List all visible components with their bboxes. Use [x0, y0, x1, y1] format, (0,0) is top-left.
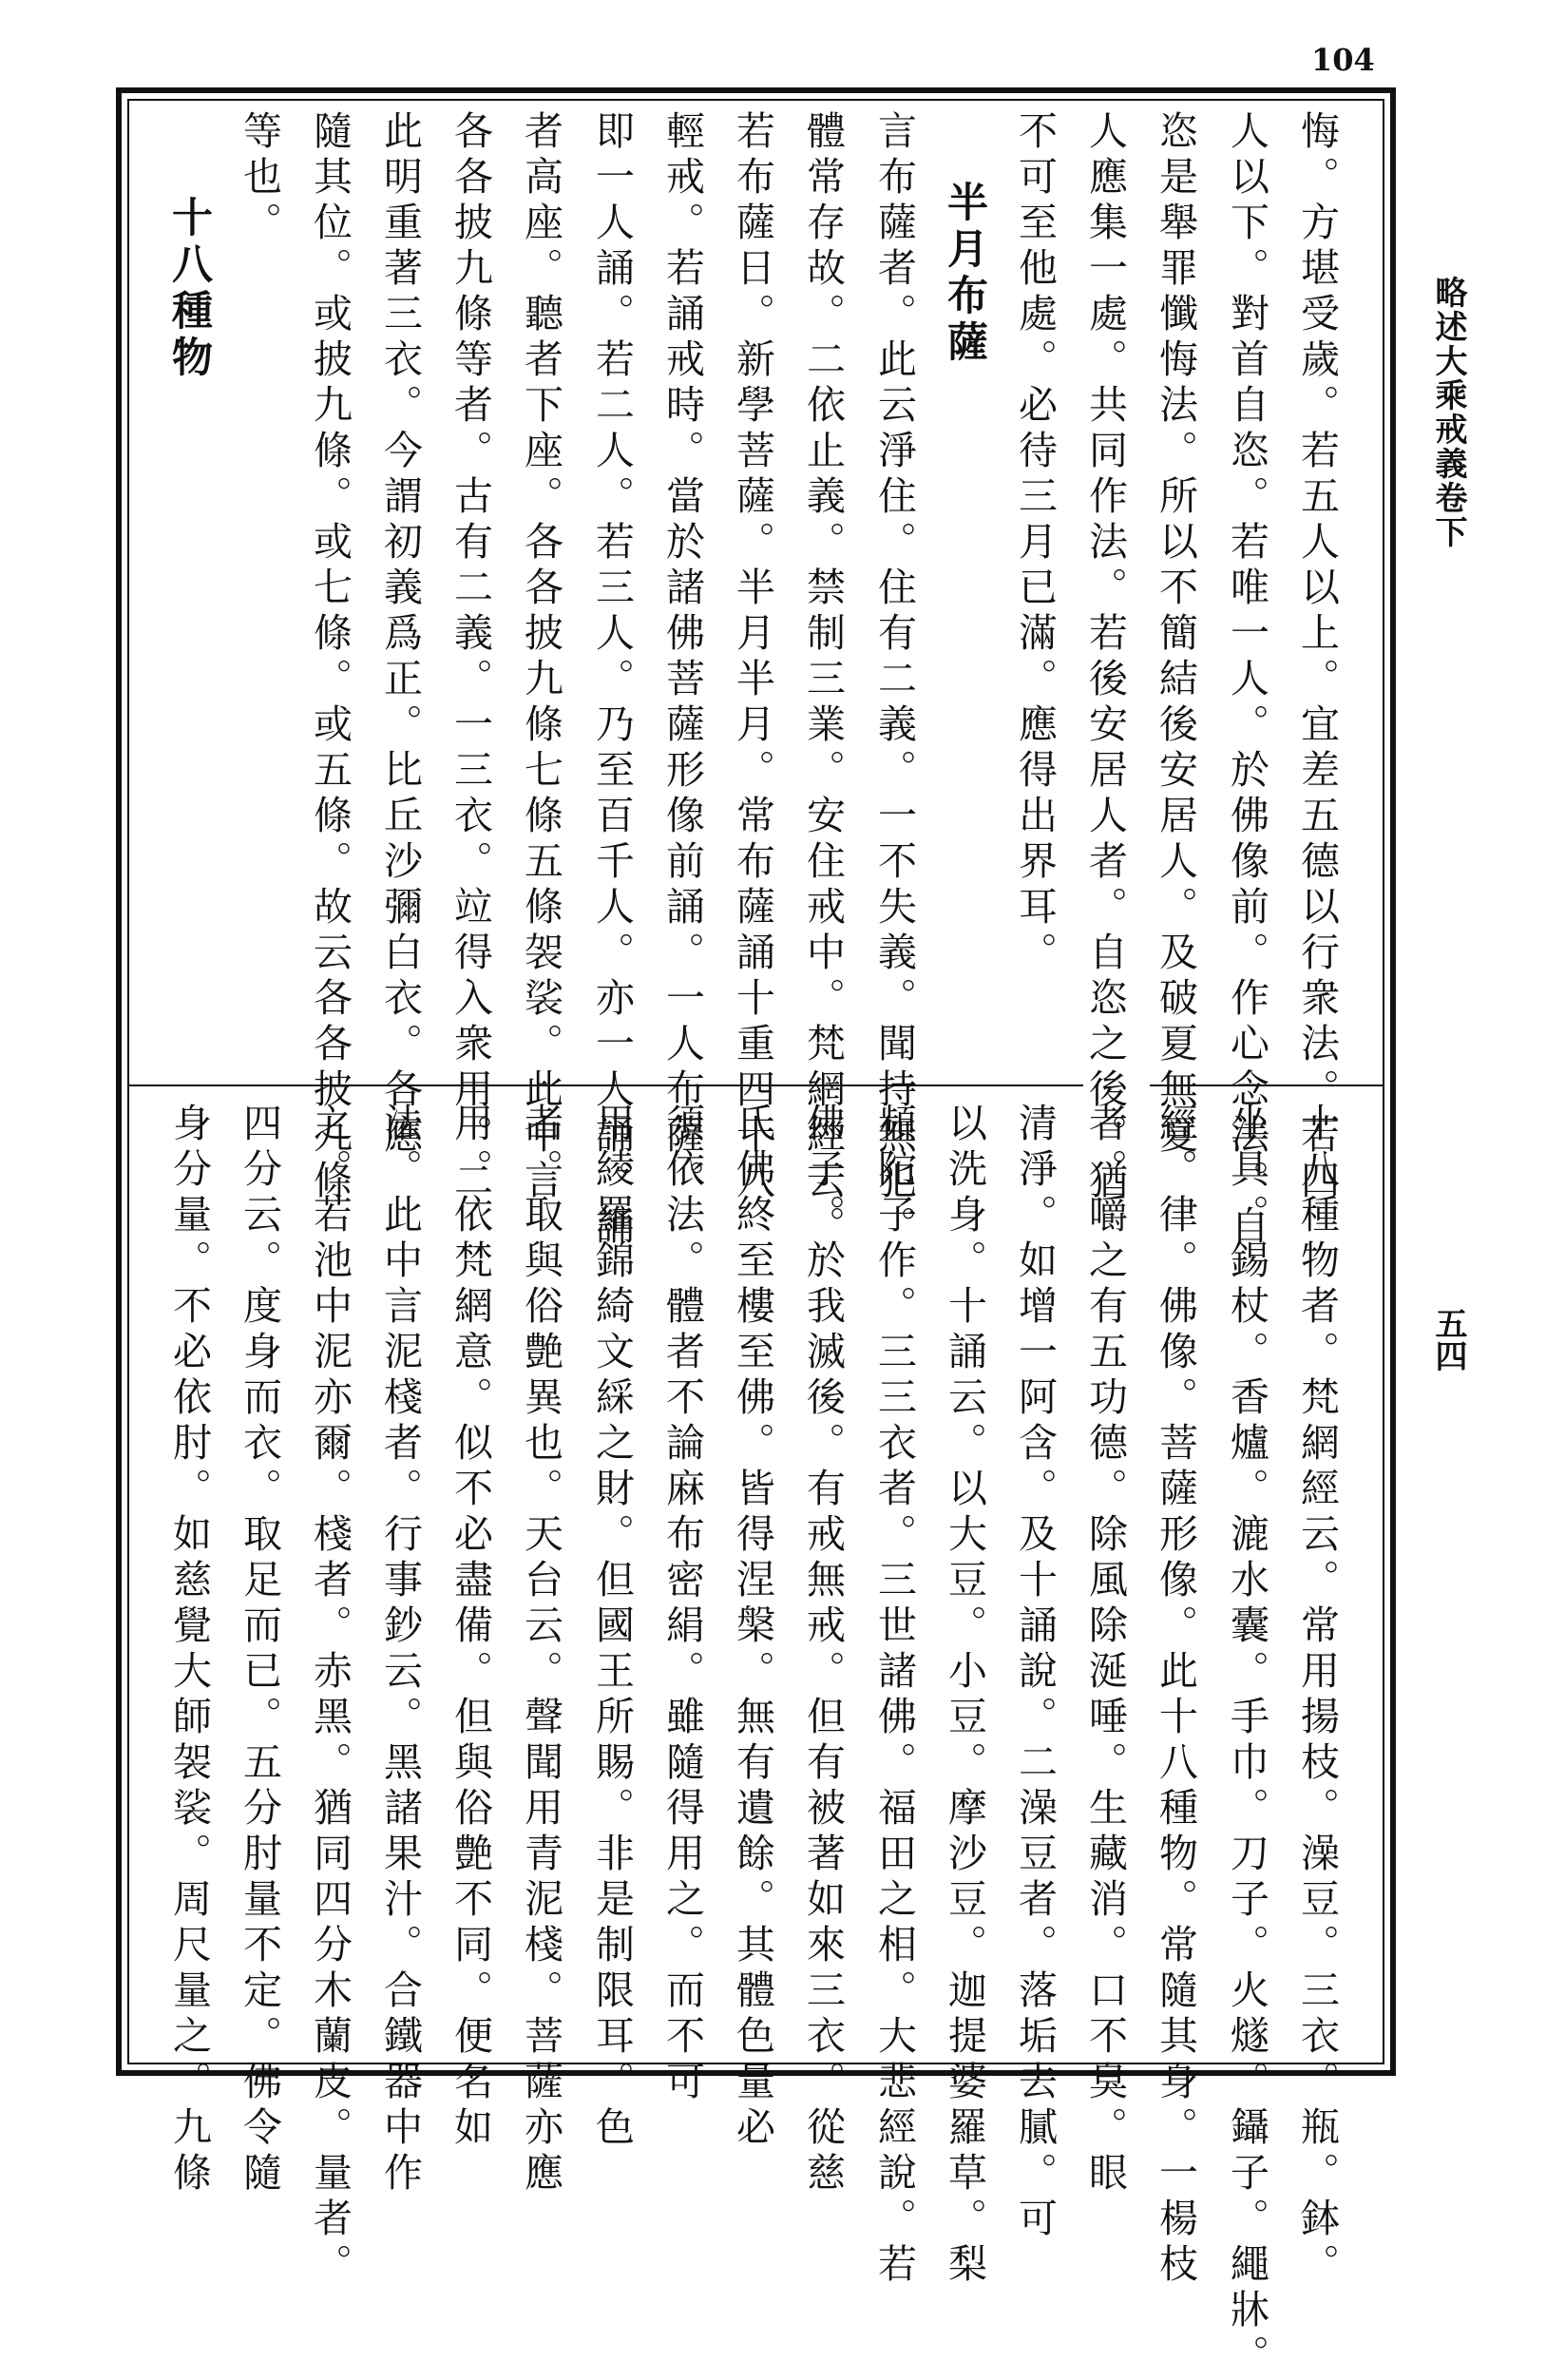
text-column: 四分云。度身而衣。取足而已。五分肘量不定。佛令隨 — [237, 1103, 282, 2198]
text-column: 此明重著三衣。今謂初義爲正。比丘沙彌白衣。各應 — [377, 110, 423, 1160]
text-column: 用綾羅錦綺文綵之財。但國王所賜。非是制限耳。色 — [589, 1103, 635, 2152]
text-column: 若布薩日。新學菩薩。半月半月。常布薩誦十重四十八 — [730, 110, 775, 1205]
text-column: 用。依梵網意。似不必盡備。但與俗艶不同。便名如 — [448, 1103, 493, 2152]
text-column: 言布薩者。此云淨住。住有二義。一不失義。聞持無犯。 — [871, 110, 917, 1251]
text-column: 十八種物者。梵網經云。常用揚枝。澡豆。三衣。瓶。鉢。 — [1294, 1103, 1340, 2289]
text-column: 法。此中言泥棧者。行事鈔云。黑諸果汁。合鐵器中作 — [377, 1103, 423, 2198]
text-column: 人以下。對首自恣。若唯一人。於佛像前。作心念法。自 — [1224, 110, 1269, 1251]
text-column: 者。取與俗艶異也。天台云。聲聞用青泥棧。菩薩亦應 — [518, 1103, 563, 2198]
page-number: 104 — [1311, 42, 1375, 78]
text-column: 身分量。不必依肘。如慈覺大師袈裟。周尺量之。九條 — [166, 1103, 212, 2198]
text-column: 佛子。於我滅後。有戒無戒。但有被著如來三衣。從慈 — [800, 1103, 846, 2198]
text-column: 隨其位。或披九條。或七條。或五條。故云各各披九條 — [307, 110, 353, 1205]
text-column: 之。若池中泥亦爾。棧者。赤黑。猶同四分木蘭皮。量者。 — [307, 1103, 353, 2289]
leaf-number: 五四 — [1429, 1307, 1467, 1372]
text-column: 人應集一處。共同作法。若後安居人者。自恣之後。猶 — [1082, 110, 1128, 1205]
text-column: 氏佛終至樓至佛。皆得涅槃。無有遺餘。其體色量必 — [730, 1103, 775, 2152]
text-column: 不可至他處。必待三月已滿。應得出界耳。 — [1012, 110, 1058, 977]
text-column: 須依法。體者不論麻布密絹。雖隨得用之。而不可 — [659, 1103, 705, 2106]
text-column: 即一人誦。若二人。若三人。乃至百千人。亦一人誦。誦 — [589, 110, 635, 1251]
text-column: 體常存故。二依止義。禁制三業。安住戒中。梵網經云。 — [800, 110, 846, 1251]
text-column: 者。嚼之有五功德。除風除涎唾。生藏消。口不臭。眼 — [1082, 1103, 1128, 2198]
text-column: 各各披九條等者。古有二義。一三衣。竝得入衆用。二 — [448, 110, 493, 1205]
text-column: 坐具。錫杖。香爐。漉水囊。手巾。刀子。火燧。鑷子。繩牀。 — [1224, 1103, 1269, 2380]
text-column: 頻陀子作。三三衣者。三世諸佛。福田之相。大悲經說。若 — [871, 1103, 917, 2289]
text-column: 以洗身。十誦云。以大豆。小豆。摩沙豆。迦提婆羅草。梨 — [942, 1103, 987, 2289]
text-column: 輕戒。若誦戒時。當於諸佛菩薩形像前誦。一人布薩。 — [659, 110, 705, 1205]
text-column: 等也。 — [237, 110, 282, 247]
text-column: 者高座。聽者下座。各各披九條七條五條袈裟。此中言 — [518, 110, 563, 1205]
section-heading: 十八種物 — [165, 196, 213, 382]
running-title: 略述大乘戒義卷下 — [1429, 276, 1467, 549]
section-heading: 半月布薩 — [941, 181, 988, 367]
text-column: 恣是舉罪懺悔法。所以不簡結後安居人。及破夏無夏 — [1153, 110, 1198, 1160]
text-column: 清淨。如增一阿含。及十誦說。二澡豆者。落垢去膩。可 — [1012, 1103, 1058, 2243]
text-column: 經。律。佛像。菩薩形像。此十八種物。常隨其身。一楊枝 — [1153, 1103, 1198, 2289]
text-column: 悔。方堪受歲。若五人以上。宜差五德以行衆法。若四 — [1294, 110, 1340, 1205]
